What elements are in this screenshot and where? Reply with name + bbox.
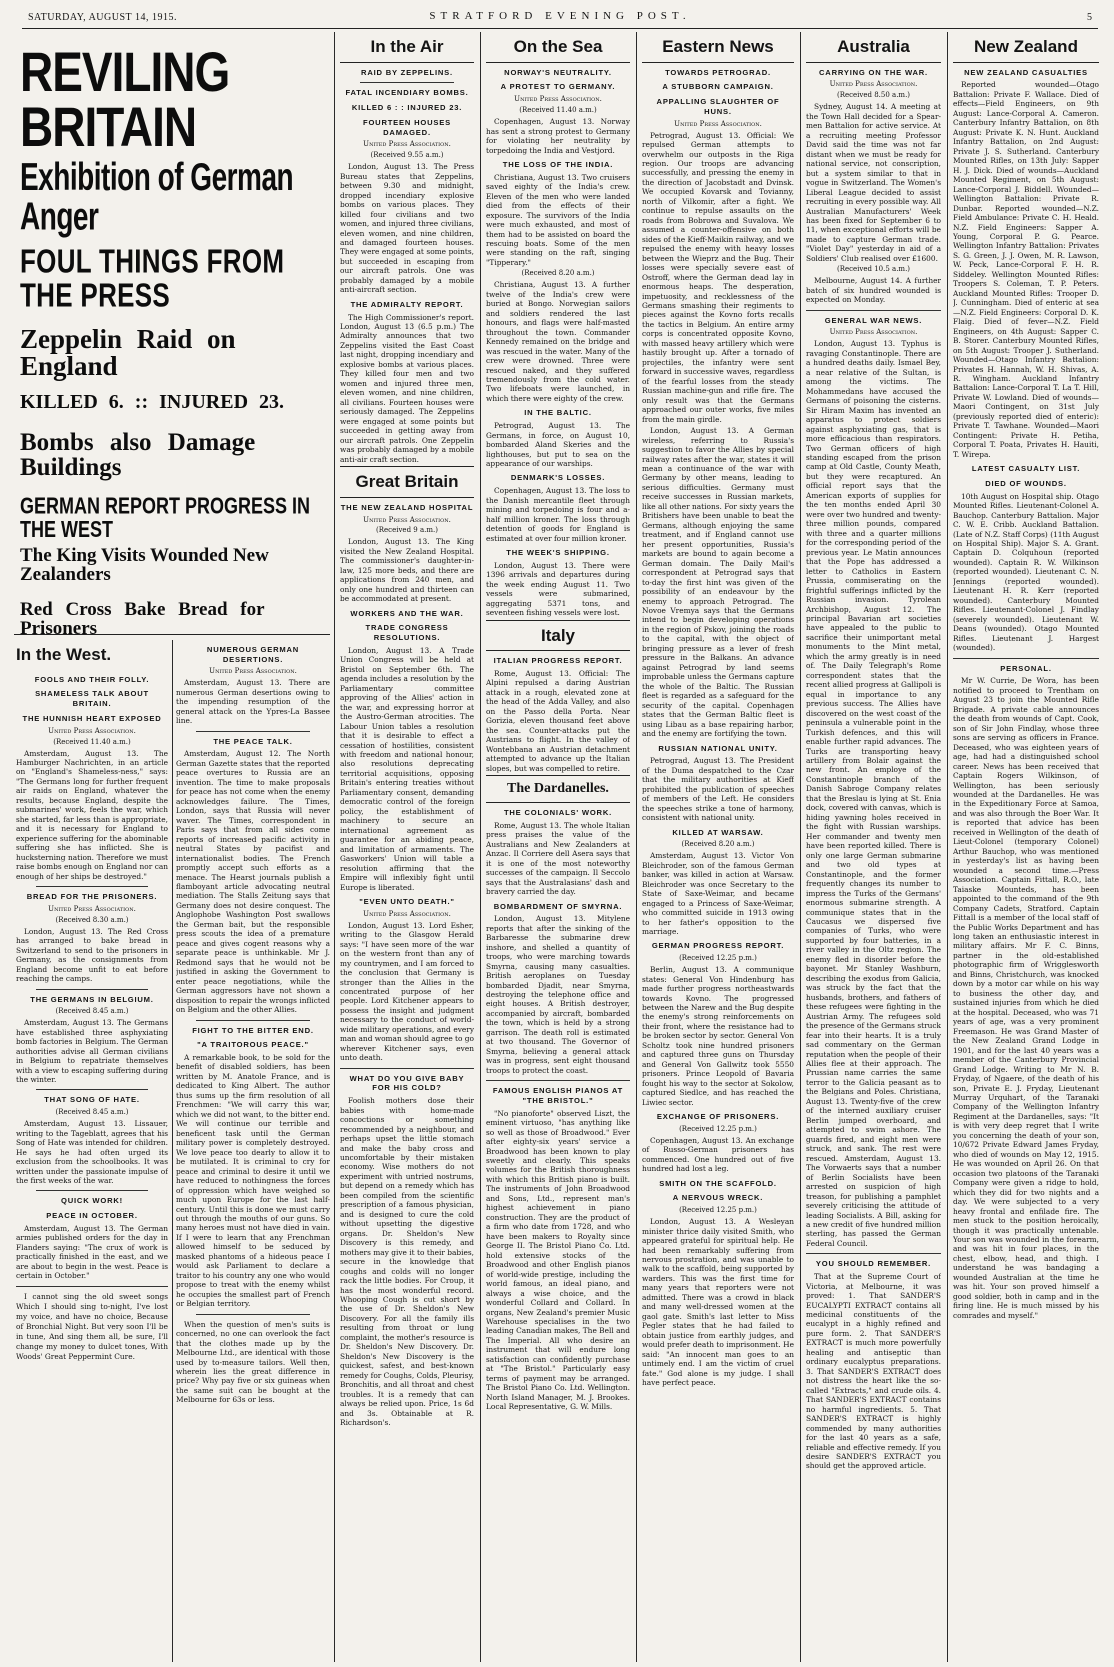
agency-credit: United Press Association. <box>48 726 136 735</box>
subhead: NUMEROUS GERMAN DESERTIONS. <box>206 645 300 664</box>
article-paragraph: Amsterdam, August 13. There are numerous German desertions owing to the impending resumption of the general attack on the Ypres-La Bassee line. <box>176 678 330 726</box>
received-time: (Received 10.5 a.m.) <box>836 265 911 274</box>
subhead: FATAL INCENDIARY BOMBS. <box>345 88 469 98</box>
received-time: (Received 11.40 a.m.) <box>53 737 131 746</box>
subhead: PERSONAL. <box>1000 663 1052 673</box>
headline-german-report: GERMAN REPORT PROGRESS IN THE WEST <box>20 492 311 543</box>
subhead: BREAD FOR THE PRISONERS. <box>26 892 158 902</box>
subhead: BOMBARDMENT OF SMYRNA. <box>493 901 623 911</box>
article-paragraph: London, August 13. A German wireless, referring to Russia's suggestion to favor the Allies by special railway rates after the war, states it will mean a continuance of the war with Germany by other means, leading to serious difficulties. Germany must receive successes in Russian markets, like all other nations. For sixty years the Britishers have been unable to beat the Germans, although enjoying the same treatment, and if England cannot use her present opportunities, Russia's markets are bound to again become a German domain. The Daily Mail's correspondent at Petrograd says that to-day the first hint was given of the possibility of an endeavour by the enemy to approach Petrograd. The Novoe Vremya says that the Germans intend to begin developing operations in the region of Pskov, joining the roads to the capital, with the object of bringing pressure as a lever of fresh pressure in the Balkans. An advance against Petrograd by land seems improbable unless the Germans capture the whole of the Baltic. The Russian fleet is regarded as a safeguard for the security of the capital. Copenhagen states that the German Baltic fleet is using Libau as a base repairing harbor, and the enemy are fortifying the town. <box>642 426 794 739</box>
divider <box>806 310 941 311</box>
column-new-zealand <box>953 32 1099 1662</box>
divider <box>196 1020 310 1021</box>
article-paragraph: Amsterdam, August 13. The German armies published orders for the day in Flanders saying: "The crux of work is practically finished in the east, and we are about to begin in the west. Peace is certain in October." <box>16 1223 168 1281</box>
received-time: (Received 9.55 a.m.) <box>370 151 444 160</box>
subhead: EXCHANGE OF PRISONERS. <box>656 1112 780 1122</box>
article-paragraph: Petrograd, August 13. The Germans, in force, on August 10, bombarded Aland Skeries and the lighthouses, but put to sea on the appearance of our warships. <box>486 421 630 469</box>
article-paragraph: Amsterdam, August 13. The Hamburger Nachrichten, in an article on "England's Shameless-ness," says: "The Germans long for further frequent air raids on England, whatever the results, because England, despite the submarines' work, feels the war, which she started, far less than is appropriate, and it is necessary for England to experience suffering for the abominable suffering she has inflicted. She is hucksterning nation. Therefore we must raise bombs enough on England nor can enough of her ships be destroyed." <box>16 748 168 881</box>
subhead: THE NEW ZEALAND HOSPITAL <box>340 502 474 512</box>
received-time: (Received 12.25 p.m.) <box>679 1124 757 1133</box>
article-paragraph: Melbourne, August 14. A further batch of six hundred wounded is expected on Monday. <box>806 276 941 305</box>
divider <box>953 658 1099 659</box>
subhead: DIED OF WOUNDS. <box>985 478 1067 488</box>
subhead: A STUBBORN CAMPAIGN. <box>662 82 774 92</box>
subhead: FOURTEEN HOUSES DAMAGED. <box>363 117 451 137</box>
subhead: DENMARK'S LOSSES. <box>510 473 606 483</box>
column-air <box>340 32 474 1662</box>
article-paragraph: Berlin, August 13. A communique states: General Von Hindenburg has made further progress northeastwards towards Kovno. The progressed between the Narew and the Bug despite the enemy's strong reinforcements on their front, where the resistance had to be broken sector by sector. General Von Scholtz took nine hundred prisoners and captured three guns on Thursday and General Von Gallwitz took 5550 prisoners. Prince Leopold of Bavaria fought his way to the sector at Sokolow, captured Siedlce, and has reached the Liwiec sector. <box>642 965 794 1107</box>
column-rule <box>334 32 335 1662</box>
subhead: FOOLS AND THEIR FOLLY. <box>34 674 150 684</box>
headline-divider <box>14 634 330 635</box>
article-paragraph: Rome, August 13. The whole Italian press praises the value of the Australians and New Zealanders at Anzac. Il Corriere dell Asera says that it is one of the most noteworthy successes of the campaign. Il Seccolo says that the Australasians' dash and bravery carried the day. <box>486 820 630 897</box>
article-paragraph: London, August 13. The King visited the New Zealand Hospital. The commissioner's daughter-in-law, 125 more beds, and there are applications from 240 men, and only one hundred and thirteen can be accommodated at present. <box>340 537 474 604</box>
article-paragraph: Rome, August 13. Official: The Alpini repulsed a daring Austrian attack in a rough, elevated zone at the head of the Adda Valley, and also on the Passo della Porta. Near Gorizia, eleven thousand feet above the sea. Counter-attacks put the Austrians to flight. In the valley of Wontebbana an Austrian detachment attempted to advance up the Italian slopes, but was compelled to retire. <box>486 669 630 773</box>
article-paragraph: London, August 13. A Wesleyan minister thrice daily visited Smith, who appeared grateful for spiritual help. He had been remarkably suffering from nervous prostration, and was unable to walk to the scaffold, being supported by warders. This was the first time for many years that reporters were not admitted. There was a crowd in black and many well-dressed women at the gaol gate. Smith's last letter to Miss Pegler states that he had failed to obtain justice from earthly judges, and would prefer death to imprisonment. He said: "An innocent man goes to an untimely end. I am the victim of cruel fate." God alone is my judge. I shall have perfect peace. <box>642 1217 794 1388</box>
article-paragraph: A remarkable book, to be sold for the benefit of disabled soldiers, has been written by M. Anatole France, and is dedicated to King Albert. The author thus sums up the firm resolution of all Frenchmen: "We will carry this war, which we did not want, to the bitter end. We will continue our terrible and beneficent task until the German military power is completely destroyed. We love peace too dearly to allow it to be mutilated. It is criminal to cry for peace and criminal to desire it until we have reduced to nothingness the forces of oppression which have weighed so much upon Europe for the last half-century. Until this is done we must carry out through the mouths of our guns. So many heroes must not have died in vain. If I were to learn that any Frenchman allowed himself to be seduced by masked phantoms of a hideous peace I would ask Parliament to declare a traitor to his country any one who would propose to treat with the enemy whilst he occupies the smallest part of French or Belgian territory. <box>176 1053 330 1309</box>
subhead: THE LOSS OF THE INDIA. <box>502 159 614 169</box>
west-header: In the West. <box>16 645 112 664</box>
great-britain-header: Great Britain <box>340 466 474 498</box>
article-paragraph: London, August 13. A Trade Union Congress will be held at Bristol on September 6th. The agenda includes a resolution by the Parliamentary committee approving of the Allies' action in the war, and expressing horror at the Austro-German atrocities. The Labour Union tables a resolution that it is desirable to effect a cessation of hostilities, consistent with freedom and national honour, also resolutions deprecating territorial acquisitions, opposing Britain's entering treaties without Parliamentary consent, demanding democratic control of the foreign policy, the establishment of machinery to secure an international agreement as guarantee for an abiding peace, and limitation of armaments. The Gasworkers' Union will table a resolution affirming that the Empire will inflexibly fight until Europe is liberated. <box>340 645 474 892</box>
column-west <box>16 640 168 1662</box>
headline-block <box>14 34 330 634</box>
headline-zeppelin-raid: Zeppelin Raid on England <box>20 324 236 381</box>
subhead: KILLED AT WARSAW. <box>672 827 764 837</box>
column-rule <box>636 32 637 1662</box>
subhead: THAT SONG OF HATE. <box>44 1095 140 1105</box>
agency-credit: United Press Association. <box>363 515 451 524</box>
article-paragraph: Reported wounded—Otago Battalion: Private F. Wallace. Died of effects—Field Engineers, on 9th August: Lance-Corporal A. Cameron. Canterbury Infantry Battalion, on 8th August: Private K. N. Hunt. Auckland Infantry Battalion, on 2nd August: Private J. S. Sutherland. Canterbury Mounted Rifles, on 13th July: Sapper H. J. Dick. Died of wounds—Auckland Mounted Regiment, on 5th August: Lance-Corporal J. Biddell. Wounded—Wellington Battalion: Private R. Dunbar. Reported wounded—N.Z. Field Ambulance: Private C. H. Heald. N.Z. Field Engineers: Sapper A. Young, Corporal P. G. Pearce. Wellington Infantry Battalion: Privates S. G. Green, J. J. Owen, M. R. Lawson, W. Peck, Lance-Corporal F. H. R. Siddeley. Wellington Mounted Rifles: Troopers S. Coleman, T. P. Peters. Auckland Mounted Rifles: Trooper D. J. Cunningham. Died of enteric at sea—N.Z. Field Engineers: Corporal D. K. Flaig. Died of fever—N.Z. Field Engineers, on 4th August: Sapper C. B. Storer. Canterbury Mounted Rifles, on 5th August: Trooper J. Sutherland. Wounded—Otago Infantry Battalion: Privates H. Hannah, W. H. Shivas, A. R. Wingham. Auckland Infantry Battalion: Lance-Corporal T. La T. Hill, Private W. Lowland. Died of wounds—Maori Contingent, on 31st July (previously reported died of enteric): Private T. Tawhane. Wounded—Maori Contingent: Private H. Petiha, Corporal T. Poata, Privates H. Hauiti, T. Wirepa. <box>953 80 1099 459</box>
received-time: (Received 8.20 a.m.) <box>521 269 595 278</box>
article-paragraph: Copenhagen, August 13. An exchange of Russo-German prisoners has commenced. One hundred out of five hundred had lost a leg. <box>642 1135 794 1174</box>
article-paragraph: Foolish mothers dose their babies with home-made concoctions or something recommended by a neighbour, and perhaps upset the little stomach and make the baby cross and uncomfortable by their mistaken economy. Wise mothers do not experiment with untried nostrums, but depend on a remedy which has been compiled from the scientific prescription of a famous physician, and is designed to cure the cold without upsetting the digestive organs. Dr. Sheldon's New Discovery is this remedy, and mothers may give it to their babies, secure in the knowledge that coughs and colds will no longer rack the little bodies. For Croup, it has the most wonderful record. Whooping Cough is cut short by the use of Dr. Sheldon's New Discovery. For all the family ills resulting from throat or lung complaint, the mother's resource is Dr. Sheldon's New Discovery. Dr. Sheldon's New Discovery is the quickest, safest, and best-known remedy for Coughs, Colds, Pleurisy, Bronchitis, and all throat and chest troubles. It is a remedy that can always be relied upon. Price, 1s 6d and 3s. Obtainable at R. Richardson's. <box>340 1096 474 1428</box>
subhead: SHAMELESS TALK ABOUT BRITAIN. <box>35 689 149 709</box>
subhead: A PROTEST TO GERMANY. <box>500 82 616 92</box>
article-paragraph: Christiana, August 13. Two cruisers saved eighty of the India's crew. Eleven of the men who were landed died from the effects of their exposure. The survivors of the India were much exhausted, and most of them had to be assisted on board the rescuing boats. Some of the men were standing on the raft, singing "Tipperary." <box>486 172 630 267</box>
subhead: THE COLONIALS' WORK. <box>503 808 613 818</box>
subhead: APPALLING SLAUGHTER OF HUNS. <box>656 97 780 116</box>
article-paragraph: Copenhagen, August 13. Norway has sent a strong protest to Germany for violating her neutrality by torpedoing the India and Vestjord. <box>486 117 630 155</box>
column-australia <box>806 32 941 1662</box>
subhead: "A TRAITOROUS PEACE." <box>197 1040 309 1050</box>
received-time: (Received 8.50 a.m.) <box>836 91 911 100</box>
subhead: GENERAL WAR NEWS. <box>824 315 923 325</box>
subhead: KILLED 6 : : INJURED 23. <box>351 103 463 113</box>
received-time: (Received 9 a.m.) <box>376 526 438 535</box>
subhead: GERMAN PROGRESS REPORT. <box>651 941 785 951</box>
received-time: (Received 8.20 a.m.) <box>681 840 755 849</box>
subhead: WORKERS AND THE WAR. <box>350 608 464 618</box>
agency-credit: United Press Association. <box>209 667 297 676</box>
article-paragraph: London, August 13. There were 1396 arrivals and departures during the week ending August 11. Two vessels were submarined, aggregating 5371 tons, and seventeen fishing vessels were lost. <box>486 560 630 618</box>
east-header: Eastern News <box>642 32 794 63</box>
article-paragraph: Amsterdam, August 12. The North German Gazette states that the reported peace overtures to Russia are an invention. The time to make proposals for peace has not come when the enemy acknowledges failure. The Times, London, says that Russia will never waver. The Times, correspondent in Paris says that from all sides come reports of increased pacific activity in neutral States by pacifist and internationalist bodies. The French promptly accept such efforts as a menace. The Hearst journals publish a flamboyant article advocating neutral mediation. The Stalls Zeitung says that Germany does not desire conquest. The Anglophobe Washington Post swallows the German bait, but the responsible press scouts the idea of a premature peace and gives cogent reasons why a separate peace is unthinkable. Mr J. Redmond says that he would not be justified in asking the Government to enter peace negotiations, while the German aggressors have not shown a disposition to repair the wrongs inflicted on Belgium and the other Allies. <box>176 749 330 1015</box>
divider <box>16 1286 168 1287</box>
column-desertions <box>176 640 330 1662</box>
divider <box>340 1068 474 1069</box>
subhead: RAID BY ZEPPELINS. <box>361 67 453 77</box>
headline-killed-injured: KILLED 6. :: INJURED 23. <box>20 391 285 413</box>
received-time: (Received 8.45 a.m.) <box>55 1108 129 1117</box>
subhead: TOWARDS PETROGRAD. <box>665 67 771 77</box>
article-paragraph: London, August 13. The Press Bureau states that Zeppelins, between 9.30 and midnight, dropped incendiary explosive bombs on various places. They killed four civilians and two women, and injured three civilians, eleven women, and nine children, and damaged fourteen houses. They were engaged at some points, but succeeded in escaping from our aircraft patrols. One was probably damaged by a mobile anti-aircraft section. <box>340 162 474 295</box>
masthead-date: SATURDAY, AUGUST 14, 1915. <box>28 12 177 23</box>
masthead <box>22 6 1098 29</box>
article-paragraph: The High Commissioner's report. London, August 13 (6.5 p.m.) The Admiralty announces that two Zeppelins visited the East Coast last night, dropping incendiary and explosive bombs at various places. They killed four men and two women and injured three men, eleven women, and nine children, all civilians. Fourteen houses were seriously damaged. The Zeppelins were engaged at some points but succeeded in getting away from our aircraft patrols. One Zeppelin was probably damaged by a mobile anti-air craft section. <box>340 312 474 464</box>
subhead: ITALIAN PROGRESS REPORT. <box>493 656 623 666</box>
subhead: NORWAY'S NEUTRALITY. <box>504 67 612 77</box>
divider <box>806 1253 941 1254</box>
divider <box>196 1314 310 1315</box>
agency-credit: United Press Association. <box>829 80 918 89</box>
subhead: RUSSIAN NATIONAL UNITY. <box>658 743 778 753</box>
subhead: THE ADMIRALTY REPORT. <box>350 299 464 309</box>
article-paragraph: Petrograd, August 13. The President of the Duma despatched to the Czar that the military authorities at Kieff prohibited the publication of speeches of members of the Left. He considers the speeches strike a tone of harmony, consistent with national unity. <box>642 756 794 823</box>
column-rule <box>172 640 173 1662</box>
subhead: A NERVOUS WRECK. <box>672 1193 764 1203</box>
page-number: 5 <box>1087 12 1092 23</box>
received-time: (Received 12.25 p.m.) <box>679 1206 757 1215</box>
subhead: TRADE CONGRESS RESOLUTIONS. <box>365 623 449 643</box>
divider <box>196 731 310 732</box>
subhead: "EVEN UNTO DEATH." <box>359 897 455 907</box>
divider <box>36 989 148 990</box>
article-paragraph: Petrograd, August 13. Official: We repulsed German attempts to overwhelm our outposts in the Riga region. Our troops are advancing successfully, and pressing the enemy in the direction of Jacobstadt and Dvinsk. We occupied Kovarsk and Tovianny, north of Vilkomir, after a fight. We continue to repulse assaults on the roads from Bobrowa and Suvalova. We assumed a counter-offensive on both sides of the Kieff-Maikin railway, and we repulsed the enemy with heavy losses between the Wieprz and the Bug. Their losses were specially severe east of Ostroff, where the German dead lay in enormous heaps. The desperation, impetuosity, and recklessness of the Germans smashing their regiments to pieces against the Kovno forts recalls the tactics in Belgium. An entire army corps is concentrated opposite Kovno, with massed heavy artillery which were hastily brought up. After a tornado of projectiles, the infantry were sent forward in successive waves, regardless of the fearful losses from the steady Russian machine-gun and rifle fire. The only result was that the Germans approached our outer works, five miles from the main girdle. <box>642 130 794 424</box>
agency-credit: United Press Association. <box>674 119 762 128</box>
column-sea <box>486 32 630 1662</box>
dardanelles-header: The Dardanelles. <box>486 775 630 803</box>
article-paragraph: London, August 13. Typhus is ravaging Constantinople. There are a hundred deaths daily. Ismael Bey, a near relative of the Sultan, is among the victims. The Mohammedans have accused the Germans of poisoning the cisterns. Sir Hiram Maxim has invented an apparatus to protect soldiers against asphyxiating gas, that is more efficacious than respirators. Two German officers of high standing escaped from the prison camp at Old Castle, County Meath, but they were recaptured. An official report says that the American exports of supplies for the ten months ended April 30 were over two hundred and twenty-three million pounds, compared with three and a quarter millions for the corresponding period of the previous year. Le Matin announces that the Pope has addressed a letter to Catholics in Eastern Prussia, commiserating on the frightful sufferings inflicted by the Russian invasion. Tyrolean Archbishop, August 12. The principal Bavarian art societies have appealed to the public to sacrifice their unimportant metal monuments to the Mint metal, which the army greatly is in need of. The Daily Telegraph's Rome correspondent states that the recent allied progress at Gallipoli is equal in importance to any previous success. The Allies have discovered on the west coast of the peninsula a vulnerable point in the Turkish defences, and this will enable further rapid advances. The Turks are transporting heavy artillery from Bolair against the new front. An employe of the Constantinople branch of the Danish Sabroge Company relates that the Breslau is lying at St. Enia dock, covered with canvas, which is hiding yawning holes received in the fight with Russian warships. Her commander and twenty men have been reported killed. There is only one large German submarine and two old types at Constantinople, and the former frequently changes its number to impress the Turks of the Germans' enormous submarine strength. A communique states that in the Caucasus we dispersed five companies of Turks, who were supported by four batteries, in a river valley in the Oltz region. The enemy fled in disorder before the bayonet. Mr Stanley Washburn, describing the exodus from Galicia, was struck by the fact that the husbands, brothers, and fathers of these refugees were fighting in the Austrian Army. The refugees sold the presence of the Germans struck fear into their hearts. It is a truly sad commentary on the German reputation when the people of their Allies flee at their approach. The Prussian name carries the same terror to the Galicia peasant as to the Belgians and Poles. Christiana, August 13. Twenty-five of the crew of the interned auxiliary cruiser Berlin jumped overboard, and attempted to swim ashore. The guards fired, and eight men were struck, and sank. The rest were rescued. Amsterdam, August 13. The Vorwaerts says that a number of Berlin Socialists have been arrested on suspicion of high treason, for publishing a pamphlet severely criticising the attitude of leading Socialists. A Bill, asking for a new credit of five hundred million sterling, has passed the German Federal Council. <box>806 339 941 1248</box>
divider <box>36 886 148 887</box>
subhead: THE PEACE TALK. <box>213 736 293 746</box>
divider <box>36 1089 148 1090</box>
column-rule <box>947 32 948 1662</box>
subhead: THE WEEK'S SHIPPING. <box>506 548 610 558</box>
subhead: YOU SHOULD REMEMBER. <box>815 1259 932 1269</box>
headline-german-anger: Exhibition of German Anger <box>20 155 294 238</box>
verse-advert: I cannot sing the old sweet songs Which I should sing to-night, I've lost my voice, and have no choice, Because of Bronchial Night. But very soon I'll be in tune, And sing them all, be sure, I'll change my money to dulcet tones, With Woods' Great Peppermint Cure. <box>16 1291 168 1361</box>
subhead: FAMOUS ENGLISH PIANOS AT "THE BRISTOL." <box>492 1086 624 1105</box>
agency-credit: United Press Association. <box>829 328 918 337</box>
sea-header: On the Sea <box>486 32 630 63</box>
column-east <box>642 32 794 1662</box>
article-paragraph: Christiana, August 13. A further twelve of the India's crew were buried at Bongo. Norwegian sailors and soldiers rendered the last honours, and flags were half-masted throughout the town. Commander Kennedy remained on the bridge and was rescued in the water. Many of the crew were drowned. Three were rescued naked, and they suffered tremendously from the cold water. Two lifeboats were launched, in which there were eighty of the crew. <box>486 280 630 403</box>
subhead: THE GERMANS IN BELGIUM. <box>30 994 154 1004</box>
article-paragraph: 10th August on Hospital ship. Otago Mounted Rifles. Lieutenant-Colonel A. Bauchop. Canterbury Battalion. Major C. W. E. Cribb. Auckland Battalion. (Late of N.Z. Staff Corps) (11th August on Hospital Ship). Major S. A. Grant. Captain D. Colquhoun (reported wounded). Captain R. W. Wilkinson (reported wounded). Lieutenant C. N. Jennings (reported wounded). Lieutenant H. R. Kerr (reported wounded). Canterbury Mounted Rifles. Lieutenant-Colonel J. Findlay (severely wounded). Lieutenant W. Deans (wounded). Otago Mounted Rifles. Lieutenant J. Hargest (wounded). <box>953 491 1099 653</box>
article-paragraph: Mr W. Currie, De Wora, has been notified to proceed to Trentham on August 23 to join the Mounted Rifle Brigade. A private cable announces the death from wounds of Capt. Cook, son of Sir John Findlay, whose three sons are serving as officers in France. Deceased, who was eighteen years of age, had had a distinguished school career. News has been received that Captain Rogers Wilkinson, of Wellington, has been seriously wounded at the Dardanelles. He was in the Expeditionary Force at Samoa, and was also through the Boer War. It is reported that advice has been received in Wellington of the death of Lieut-Colonel (temporary Colonel) Arthur Bauchop, who was mentioned in yesterday's list as having been wounded a second time.—Press Association. Captain Fittall, R.O., late Taiaske Mounteds, has been appointed to the command of the 9th Company Cadets, Stratford. Captain Fittall is a member of the local staff of the Public Works Department and has long taken an enthusiastic interest in military affairs. Mr F. C. Binns, partner in the old-established photographic firm of Wrigglesworth and Binns, Christchurch, was knocked down by a motor car while on his way to business the other day, and sustained injuries from which he died at the hospital. Deceased, who was 71 years of age, was a very prominent Freemason. He was Grand Master of the New Zealand Grand Lodge in 1901, and for the last 40 years was a member of the Canterbury Provincial Grand Lodge. Writing to Mr N. B. Fryday, of Ngaere, of the death of his son, Private E. J. Fryday, Lieutenant Murray Urquhart, of the Taranaki Company of the Wellington Infantry Regiment at the Dardanelles, says: "It is with very deep regret that I write you concerning the death of your son, 10/672 Private Edward James Fryday, who died of wounds on May 12, 1915. He was wounded on April 26. On that occasion two platoons of the Taranaki Company were given a ridge to hold, which they did for two nights and a day. We were subjected to a very heavy frontal and enfilade fire. The men stuck to the position heroically, though it was practically untenable. Your son was wounded in the forearm, and was hit in four places, in the chest, elbow, head, and thigh. I understand he was bandaging a wounded Australian at the time he was hit. Your son proved himself a good soldier, both in camp and in the firing line. He is much missed by his comrades and myself." <box>953 676 1099 1320</box>
received-time: (Received 12.25 p.m.) <box>679 954 757 963</box>
received-time: (Received 8.45 a.m.) <box>55 1007 129 1016</box>
received-time: (Received 8.30 a.m.) <box>55 915 129 924</box>
divider <box>360 82 454 83</box>
subhead: CARRYING ON THE WAR. <box>819 67 928 77</box>
article-paragraph: Copenhagen, August 13. The loss to the Danish mercantile fleet through mining and torpedoing is four and a-half million kroner. The loss through detention of goods for England is estimated at over four million kroner. <box>486 486 630 543</box>
australia-header: Australia <box>806 32 941 63</box>
air-header: In the Air <box>340 32 474 63</box>
received-time: (Received 11.40 a.m.) <box>519 106 597 115</box>
article-paragraph: Amsterdam, August 13. Victor Von Bleichroder, son of the famous German banker, was killed in action at Warsaw. Bleichroder was once Secretary to the State of Saxe-Weimar, and became engaged to a Princess of Saxe-Weimar, who committed suicide in 1913 owing to her father's opposition to the marriage. <box>642 851 794 936</box>
subhead: LATEST CASUALTY LIST. <box>971 464 1081 474</box>
article-paragraph: London, August 13. Mitylene reports that after the sinking of the Barbaresse the submarine drew inshore, and shelled a quantity of troops, who were marching towards Smyrna, causing many casualties. British aeroplanes on Tuesday bombarded Djadit, near Smyrna, destroying the telephone office and eight houses. A British destroyer, accompanied by aircraft, bombarded the town, which is held by a strong garrison. The death roll is estimated at two thousand. The Governor of Smyrna, believing a general attack was in progress, sent eight thousand troops to protect the coast. <box>486 914 630 1075</box>
subhead: FIGHT TO THE BITTER END. <box>192 1025 314 1035</box>
subhead: SMITH ON THE SCAFFOLD. <box>659 1178 777 1188</box>
agency-credit: United Press Association. <box>514 95 602 104</box>
divider <box>486 1080 630 1081</box>
headline-king-visits: The King Visits Wounded New Zealanders <box>20 545 269 585</box>
agency-credit: United Press Association. <box>48 904 136 913</box>
subhead: WHAT DO YOU GIVE BABY FOR HIS COLD? <box>349 1073 465 1093</box>
column-rule <box>800 32 801 1662</box>
agency-credit: United Press Association. <box>363 909 451 918</box>
divider <box>36 1190 148 1191</box>
headline-reviling-britain: REVILING BRITAIN <box>20 40 230 158</box>
headline-foul-things: FOUL THINGS FROM THE PRESS <box>20 241 285 315</box>
article-paragraph: Sydney, August 14. A meeting at the Town Hall decided for a Spear-men Battalion for active service. At a recruiting meeting Professor David said the time was not far distant when we must be ready for national service, not conscription, but a system similar to that in vogue in Switzerland. The Women's Liberal League decided to assist recruiting in every possible way. All Australian Manufacturers' Week has been fixed for September 6 to 11, when exceptional efforts will be made to capture German trade. "Violet Day" yesterday in aid of a Soldiers' Club realised over £1600. <box>806 102 941 263</box>
article-paragraph: London, August 13. Lord Esher, writing to the Glasgow Herald says: "I have seen more of the war on the western front than any of my countrymen, and I am forced to the conclusion that Germany is stronger than the Allies in the concentrated purpose of her people. Lord Kitchener appears to possess the insight and judgment necessary to the conduct of world-wide military operations, and every man and woman should agree to go wherever Kitchener says, even unto death. <box>340 920 474 1063</box>
subhead: QUICK WORK! <box>61 1196 123 1206</box>
headline-bombs-damage: Bombs also Damage Buildings <box>20 429 256 481</box>
subhead: THE HUNNISH HEART EXPOSED <box>22 713 162 723</box>
article-paragraph: When the question of men's suits is concerned, no one can overlook the fact that the clothes made up by the Melbourne Ltd., are identical with those used by to-measure tailors. Well then, wherein lies the great difference in price? Why pay five or six guineas when the same suit can be bought at the Melbourne for 63s or less. <box>176 1319 330 1405</box>
agency-credit: United Press Association. <box>363 140 451 149</box>
article-paragraph: London, August 13. The Red Cross has arranged to bake bread in Switzerland to send to the prisoners in Germany, as the consignments from England become unfit to eat before reaching the camps. <box>16 926 168 984</box>
subhead: IN THE BALTIC. <box>524 408 592 418</box>
masthead-title: STRATFORD EVENING POST. <box>429 10 691 22</box>
new-zealand-header: New Zealand <box>953 32 1099 63</box>
column-rule <box>480 32 481 1662</box>
headline-red-cross: Red Cross Bake Bread for Prisoners <box>20 599 265 634</box>
article-paragraph: "No pianoforte" observed Liszt, the eminent virtuoso, "has anything like so well as those of Broadwood." Ever after eighty-six years' service a Broadwood has been known to play sweetly and clearly. This speaks volumes for the British thoroughness with which this British piano is built. The instruments of John Broadwood and Sons, Ltd., represent man's highest achievement in piano construction. They are the product of a firm who date from 1728, and who have been makers to Royalty since George II. The Bristol Piano Co. Ltd. hold extensive stocks of the Broadwood and other English pianos of world-wide prestige, including the world famous, an ideal piano, and always a wise choice, and the wonderful Collard and Collard. In organs, New Zealand's premier Music Warehouse specialises in the two leading Canadian makes, The Bell and The Imperial. All who desire an instrument that will endure long satisfaction can confidently purchase at "The Bristol." Particularly easy terms of payment may be arranged. The Bristol Piano Co. Ltd. Wellington. North Island Manager, M. J. Brookes. Local Representative, G. W. Mills. <box>486 1108 630 1412</box>
article-paragraph: Amsterdam, August 13. The Germans have established three asphyxiating bomb factories in Belgium. The German authorities advise all German civilians in Belgium to repatriate themselves with a view to escaping suffering during the winter. <box>16 1018 168 1085</box>
italy-header: Italy <box>486 620 630 652</box>
subhead: PEACE IN OCTOBER. <box>46 1211 138 1221</box>
article-paragraph: Amsterdam, August 13. Lissauer, writing to the Tageblatt, agrees that his Song of Hate was intended for children. He says he had often urged its exclusion from the schoolbooks. It was written under the passionate impulse of the first weeks of the war. <box>16 1119 168 1185</box>
subhead: NEW ZEALAND CASUALTIES <box>964 67 1088 77</box>
article-paragraph: That at the Supreme Court of Victoria, at Melbourne, it was proved: 1. That SANDER'S EUCALYPTI EXTRACT contains all medicinal constituents of the eucalypt in a highly refined and pure form. 2. That SANDER'S EXTRACT is much more powerfully healing and antiseptic than ordinary eucalyptus preparations. 3. That SANDER'S EXTRACT does not distress the heart like the so-called "Extracts," and crude oils. 4. That SANDER'S EXTRACT contains no harmful ingredients. 5. That SANDER'S EXTRACT is highly commended by many authorities for the last 40 years as a safe, reliable and effective remedy. If you desire SANDER'S EXTRACT you should get the approved article. <box>806 1272 941 1471</box>
